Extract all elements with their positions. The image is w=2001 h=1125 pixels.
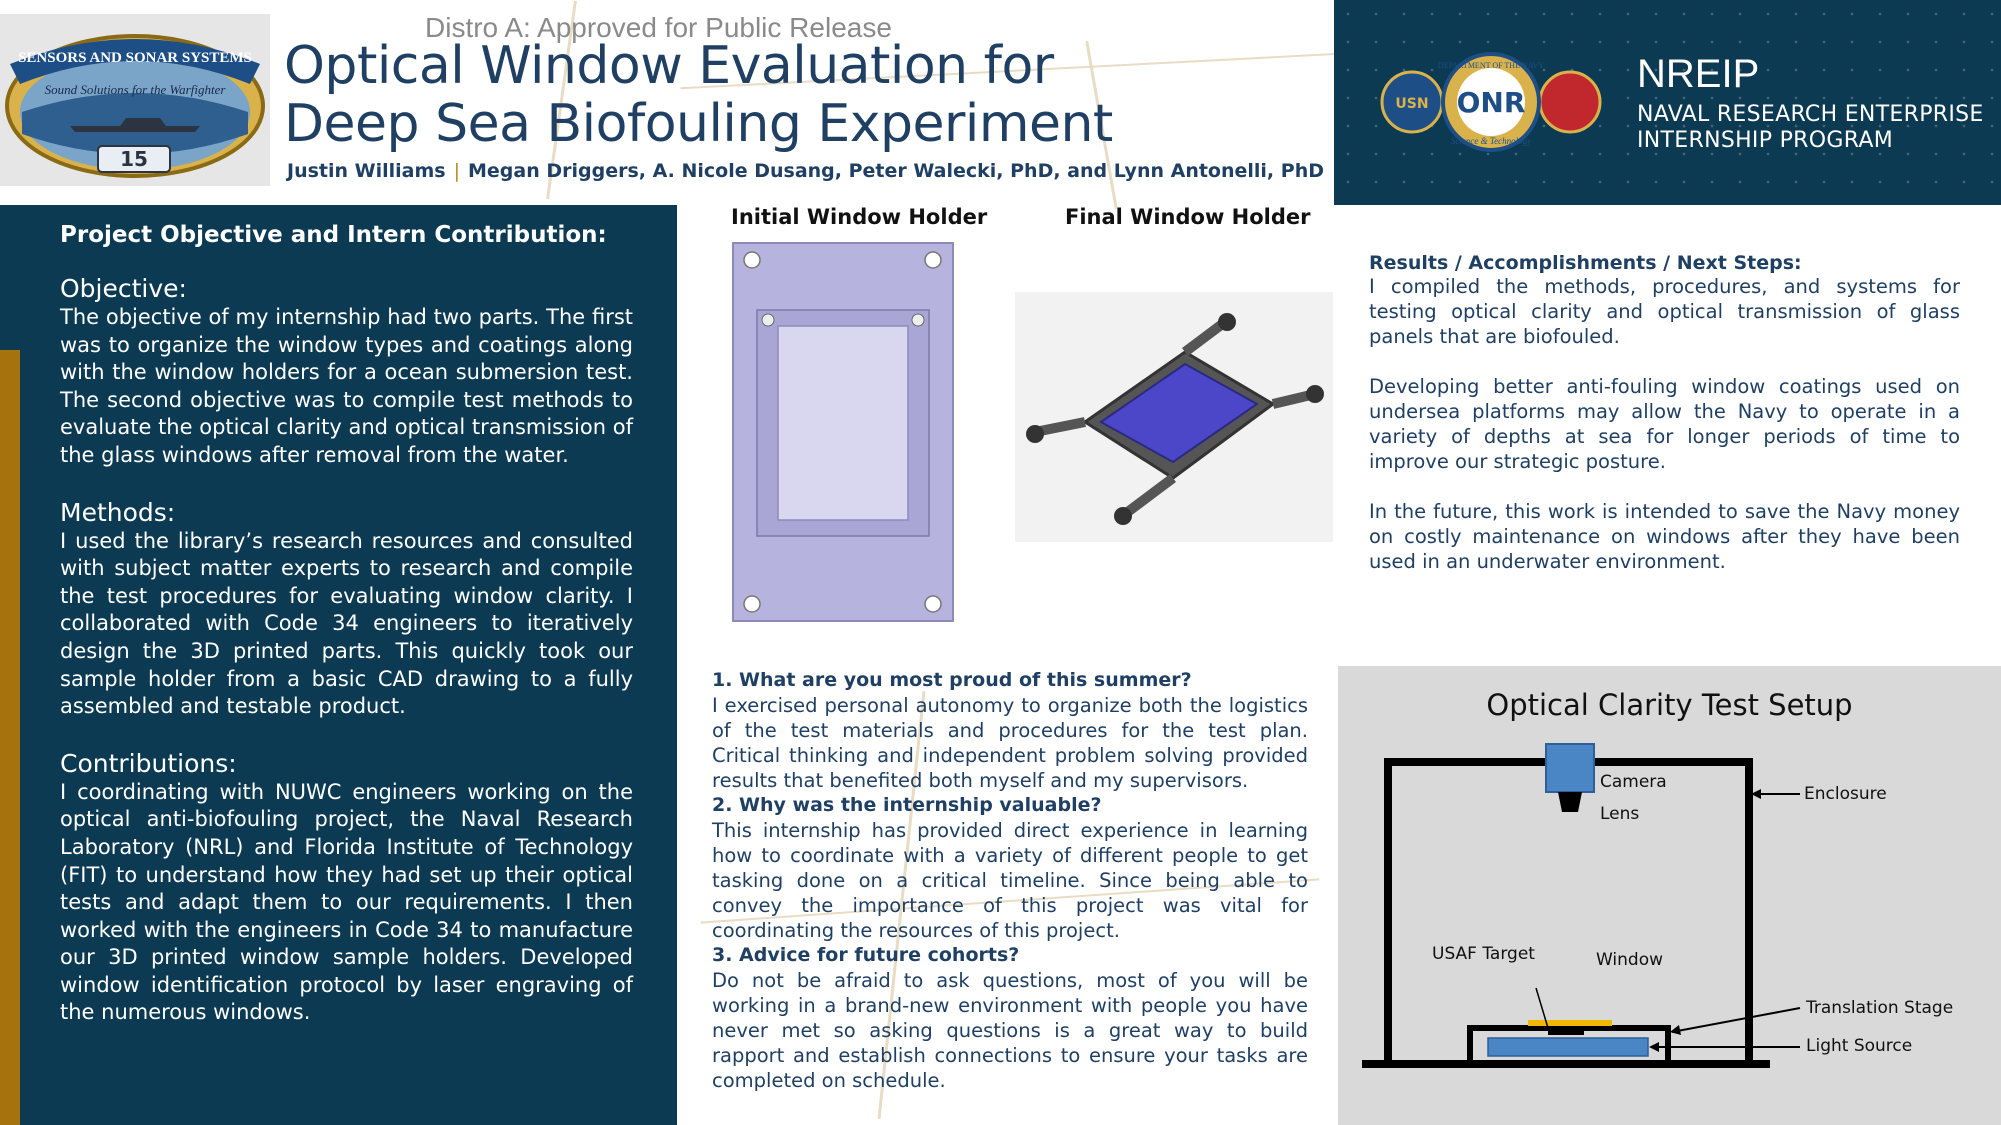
onr-ring-top: DEPARTMENT OF THE NAVY (1437, 61, 1545, 70)
initial-window-holder-image (732, 242, 954, 622)
coauthors: Megan Driggers, A. Nicole Dusang, Peter Walecki, PhD, and Lynn Antonelli, PhD (467, 160, 1324, 182)
distro-statement: Distro A: Approved for Public Release (425, 12, 892, 43)
logo-top-text: SENSORS AND SONAR SYSTEMS (18, 50, 252, 66)
stage-arrow (1670, 1025, 1681, 1035)
nreip-subtitle-line-2: INTERNSHIP PROGRAM (1637, 128, 1894, 153)
objective-text: The objective of my internship had two parts. The first was to organize the window types and coatings along with the window holders for a ocean submersion test. The second objective was to compile test methods to evaluate the optical clarity and optical transmission of the glass windows after removal from the water. (60, 305, 633, 467)
answer-3: Do not be afraid to ask questions, most of you will be working in a brand-new environment with people you have never met so asking questions is a great way to build rapport and establish connections to ensure your tasks are completed on schedule. (712, 969, 1308, 1092)
answer-2: This internship has provided direct experience in learning how to coordinate with a variety of different people to get tasking done on a critical timeline. Since being able to convey the importance of this project was vital for coordinating the resources of this project. (712, 819, 1308, 942)
final-holder-title: Final Window Holder (1065, 205, 1311, 229)
onr-seal (1378, 52, 1604, 152)
light-source-arrow (1649, 1042, 1659, 1052)
contributions-heading: Contributions: (60, 748, 237, 778)
camera-box (1546, 744, 1594, 792)
objective-panel-text (60, 222, 633, 1055)
results-paragraph-3: In the future, this work is intended to save the Navy money on costly maintenance on windows after they have been used in an underwater environment. (1369, 500, 1960, 573)
objective-panel-heading: Project Objective and Intern Contribution: (60, 222, 607, 248)
sensors-sonar-logo (0, 14, 270, 186)
nreip-title: NREIP (1637, 52, 1760, 96)
results-paragraph-1: I compiled the methods, procedures, and systems for testing optical clarity and optical transmission of glass panels that are biofouled. (1369, 275, 1960, 348)
window-sample (1528, 1020, 1612, 1026)
primary-author: Justin Williams (287, 160, 446, 182)
poster-title-line-1: Optical Window Evaluation for (284, 36, 1054, 96)
qa-section (712, 668, 1308, 1093)
objective-heading: Objective: (60, 274, 187, 303)
lens-shape (1558, 792, 1582, 812)
logo-middle-text: Sound Solutions for the Warfighter (44, 82, 226, 97)
methods-text: I used the library’s research resources and consulted with subject matter experts to research and compile the test procedures for evaluating window clarity. I collaborated with Code 34 engineers to iteratively design the 3D printed parts. This quickly took our sample holder from a basic CAD drawing to a fully assembled and testable product. (60, 528, 633, 719)
lens-label: Lens (1600, 804, 1640, 824)
camera-label: Camera (1600, 772, 1667, 792)
logo-number: 15 (120, 147, 148, 171)
question-1: 1. What are you most proud of this summer? (712, 669, 1192, 691)
initial-holder-title: Initial Window Holder (731, 205, 988, 229)
translation-stage-label: Translation Stage (1806, 998, 1954, 1018)
methods-heading: Methods: (60, 497, 176, 527)
light-source-label: Light Source (1806, 1036, 1913, 1056)
onr-ring-bottom: Science & Technology (1450, 136, 1532, 146)
nreip-subtitle-line-1: NAVAL RESEARCH ENTERPRISE (1637, 102, 1984, 127)
results-heading: Results / Accomplishments / Next Steps: (1369, 252, 1802, 274)
diagram-title: Optical Clarity Test Setup (1486, 688, 1853, 722)
answer-1: I exercised personal autonomy to organize both the logistics of the test materials and procedures for the test plan. Critical thinking and independent problem solving provided results that benefited both myself and my supervisors. (712, 694, 1308, 792)
question-3: 3. Advice for future cohorts? (712, 944, 1020, 966)
results-section (1369, 252, 1960, 599)
window-label: Window (1596, 950, 1664, 970)
final-window-holder-image (1015, 292, 1333, 542)
results-paragraph-2: Developing better anti-fouling window coatings used on undersea platforms may allow the Navy to operate in a variety of depths at sea for longer periods of time to improve our strategic posture. (1369, 375, 1960, 473)
poster-title-line-2: Deep Sea Biofouling Experiment (284, 94, 1113, 154)
accent-bar (0, 350, 20, 1125)
author-separator: | (453, 160, 460, 182)
onr-center-text: ONR (1456, 86, 1526, 119)
usaf-target (1548, 1030, 1584, 1035)
usn-badge-text: USN (1395, 96, 1429, 112)
usaf-target-label: USAF Target (1432, 944, 1535, 964)
diagram-drawing (1338, 666, 2001, 1125)
contributions-text: I coordinating with NUWC engineers working on the optical anti-biofouling project, the Naval Research Laboratory (NRL) and Florida Institute of Technology (FIT) to understand how they had set up their optical tests and adapt them to our requirements. I then worked with the engineers in Code 34 to manufacture our 3D printed window sample holders. Developed window identification protocol by laser engraving of the numerous windows. (60, 779, 633, 1025)
question-2: 2. Why was the internship valuable? (712, 794, 1102, 816)
light-source (1488, 1038, 1648, 1056)
enclosure-label: Enclosure (1804, 784, 1887, 804)
author-line (287, 160, 1324, 182)
